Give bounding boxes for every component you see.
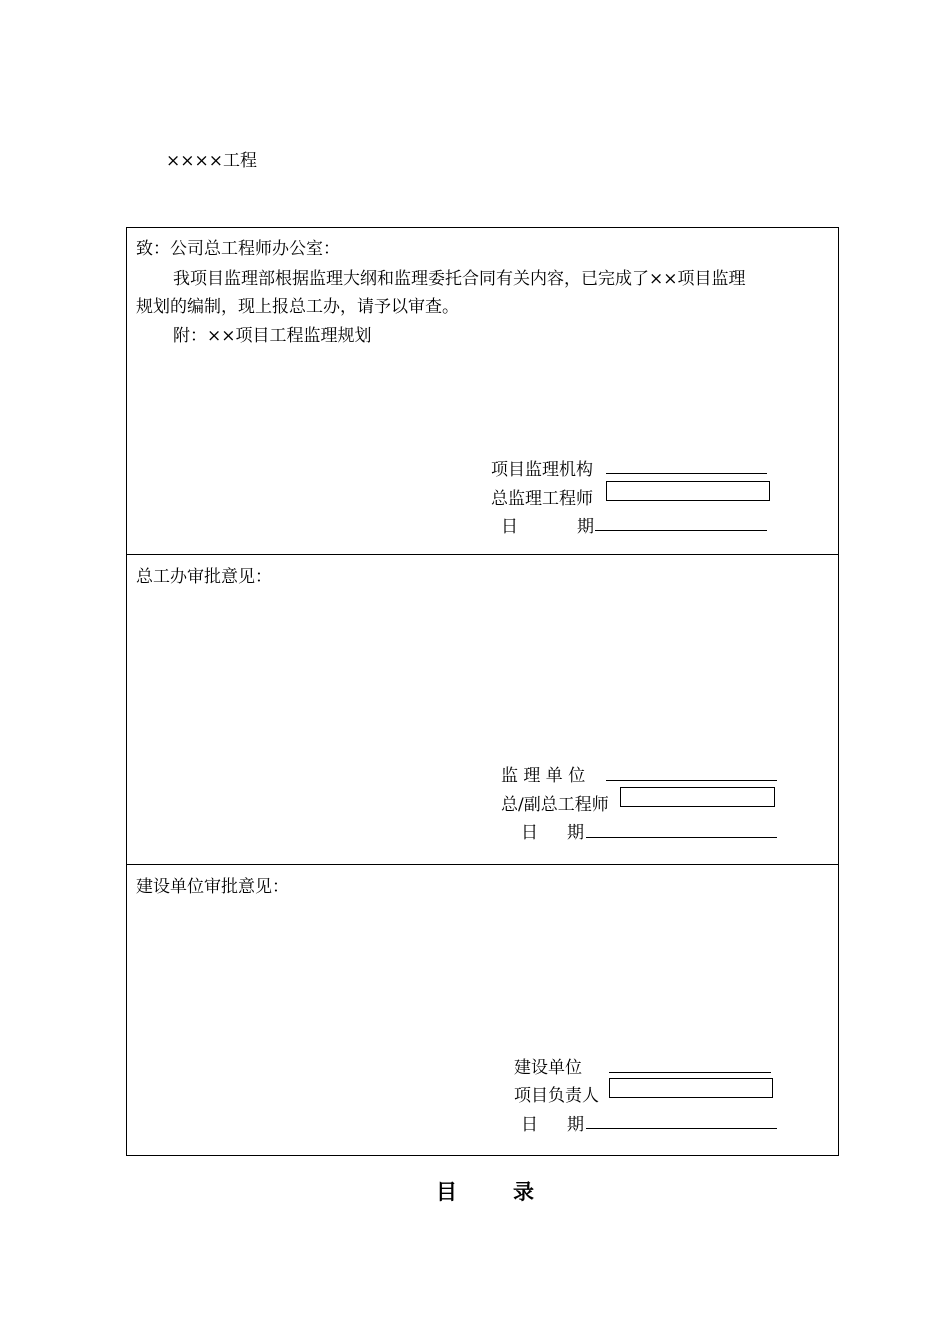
table-of-contents-heading xyxy=(436,1176,534,1206)
supervision-unit-label: 监 理 单 位 xyxy=(501,766,586,786)
project-manager-label: 项目负责人 xyxy=(514,1086,599,1106)
supervision-org-signature-line[interactable] xyxy=(606,473,767,474)
submission-date-char1: 日 xyxy=(501,517,518,537)
addressee-text: 致：公司总工程师办公室： xyxy=(136,239,340,259)
toc-heading-char1: 目 xyxy=(436,1180,457,1204)
client-unit-label: 建设单位 xyxy=(514,1058,582,1078)
client-heading: 建设单位审批意见： xyxy=(136,877,289,897)
chief-office-date-line[interactable] xyxy=(586,837,777,838)
toc-heading-char2: 录 xyxy=(513,1180,534,1204)
client-date-line[interactable] xyxy=(586,1128,777,1129)
project-manager-signature-box[interactable] xyxy=(609,1078,773,1098)
submission-section xyxy=(127,228,838,555)
submission-date-char2: 期 xyxy=(577,517,594,537)
client-date-char1: 日 xyxy=(521,1115,538,1135)
deputy-chief-engineer-signature-box[interactable] xyxy=(620,787,775,807)
supervision-unit-signature-line[interactable] xyxy=(606,780,777,781)
deputy-chief-engineer-label: 总/副总工程师 xyxy=(501,795,609,815)
attachment-text: 附：××项目工程监理规划 xyxy=(173,326,372,346)
submission-date-line[interactable] xyxy=(595,530,767,531)
client-section xyxy=(127,865,838,1155)
submission-body-line1: 我项目监理部根据监理大纲和监理委托合同有关内容，已完成了××项目监理 xyxy=(173,269,746,289)
approval-form-table xyxy=(126,227,839,1156)
chief-engineer-signature-box[interactable] xyxy=(606,481,770,501)
chief-office-date-char2: 期 xyxy=(567,823,584,843)
chief-office-date-char1: 日 xyxy=(521,823,538,843)
project-title: ××××工程 xyxy=(166,151,257,171)
chief-engineer-label: 总监理工程师 xyxy=(491,489,593,509)
chief-office-heading: 总工办审批意见： xyxy=(136,567,272,587)
supervision-org-label: 项目监理机构 xyxy=(491,460,593,480)
client-unit-signature-line[interactable] xyxy=(609,1072,771,1073)
chief-office-section xyxy=(127,555,838,865)
submission-body-line2: 规划的编制，现上报总工办，请予以审查。 xyxy=(136,297,459,317)
client-date-char2: 期 xyxy=(567,1115,584,1135)
